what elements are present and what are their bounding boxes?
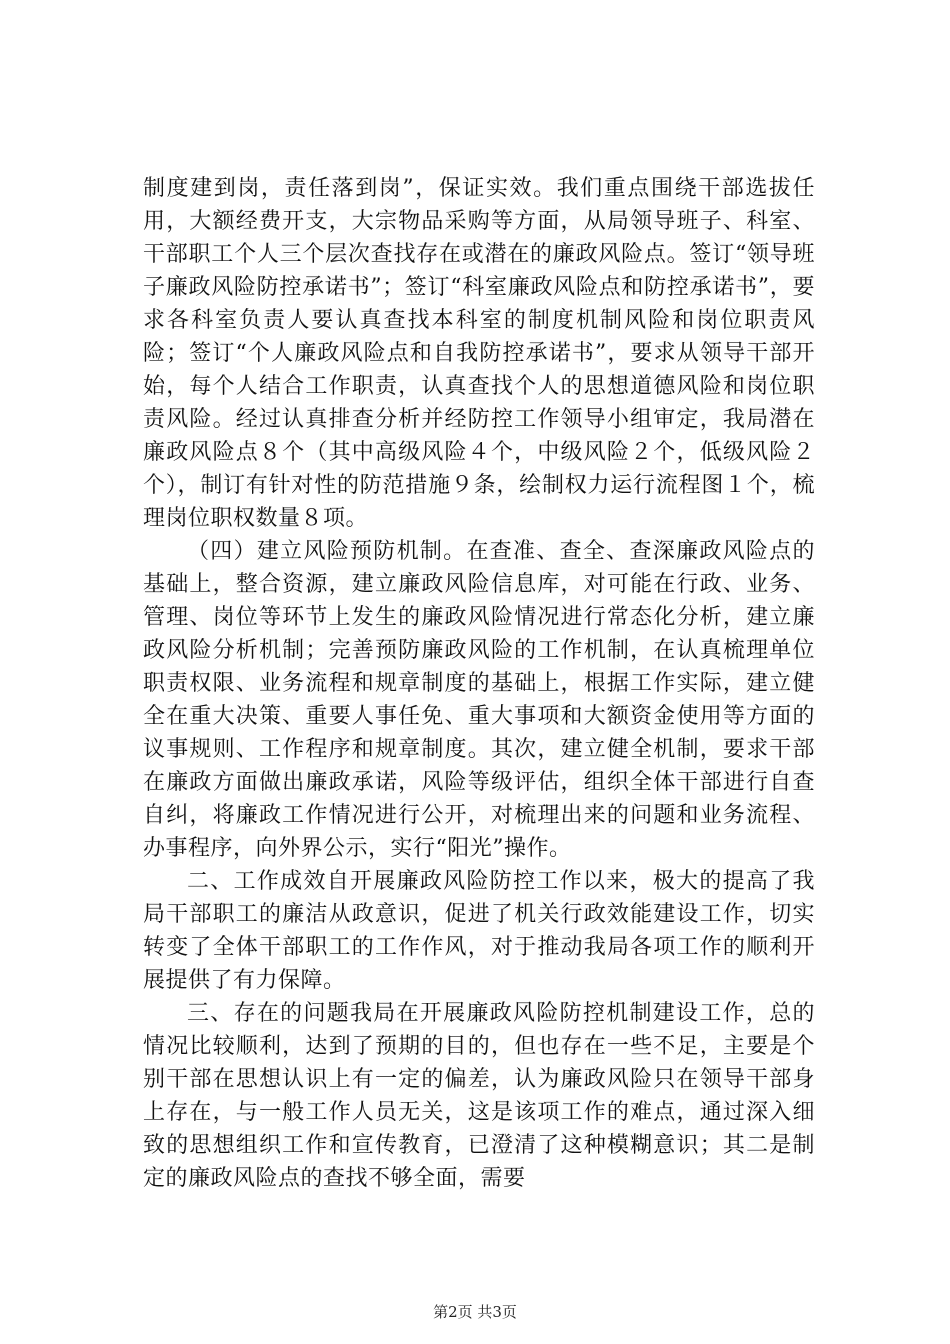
- paragraph-4: 三、存在的问题我局在开展廉政风险防控机制建设工作，总的情况比较顺利，达到了预期的目的，但也存在一些不足，主要是个别干部在思想认识上有一定的偏差，认为廉政风险只在领导干部身上存在，与一般工作人员无关，这是该项工作的难点，通过深入细致的思想组织工作和宣传教育，已澄清了这种模糊意识；其二是制定的廉政风险点的查找不够全面，需要: [143, 1001, 815, 1191]
- page-number-label: 第2页 共3页: [433, 1303, 517, 1321]
- page-footer: [0, 1302, 950, 1322]
- paragraph-2: （四）建立风险预防机制。在查准、查全、查深廉政风险点的基础上，整合资源，建立廉政风险信息库，对可能在行政、业务、管理、岗位等环节上发生的廉政风险情况进行常态化分析，建立廉政风险分析机制；完善预防廉政风险的工作机制，在认真梳理单位职责权限、业务流程和规章制度的基础上，根据工作实际，建立健全在重大决策、重要人事任免、重大事项和大额资金使用等方面的议事规则、工作程序和规章制度。其次，建立健全机制，要求干部在廉政方面做出廉政承诺，风险等级评估，组织全体干部进行自查自纠，将廉政工作情况进行公开，对梳理出来的问题和业务流程、办事程序，向外界公示，实行“阳光”操作。: [143, 539, 815, 861]
- document-body: [143, 172, 815, 1195]
- paragraph-3: 二、工作成效自开展廉政风险防控工作以来，极大的提高了我局干部职工的廉洁从政意识，促进了机关行政效能建设工作，切实转变了全体干部职工的工作作风，对于推动我局各项工作的顺利开展提供了有力保障。: [143, 869, 815, 993]
- paragraph-1: 制度建到岗，责任落到岗”，保证实效。我们重点围绕干部选拔任用，大额经费开支，大宗物品采购等方面，从局领导班子、科室、干部职工个人三个层次查找存在或潜在的廉政风险点。签订“领导班子廉政风险防控承诺书”；签订“科室廉政风险点和防控承诺书”，要求各科室负责人要认真查找本科室的制度机制风险和岗位职责风险；签订“个人廉政风险点和自我防控承诺书”，要求从领导干部开始，每个人结合工作职责，认真查找个人的思想道德风险和岗位职责风险。经过认真排查分析并经防控工作领导小组审定，我局潜在廉政风险点８个（其中高级风险４个，中级风险２个，低级风险２个），制订有针对性的防范措施９条，绘制权力运行流程图１个，梳理岗位职权数量８项。: [143, 176, 815, 531]
